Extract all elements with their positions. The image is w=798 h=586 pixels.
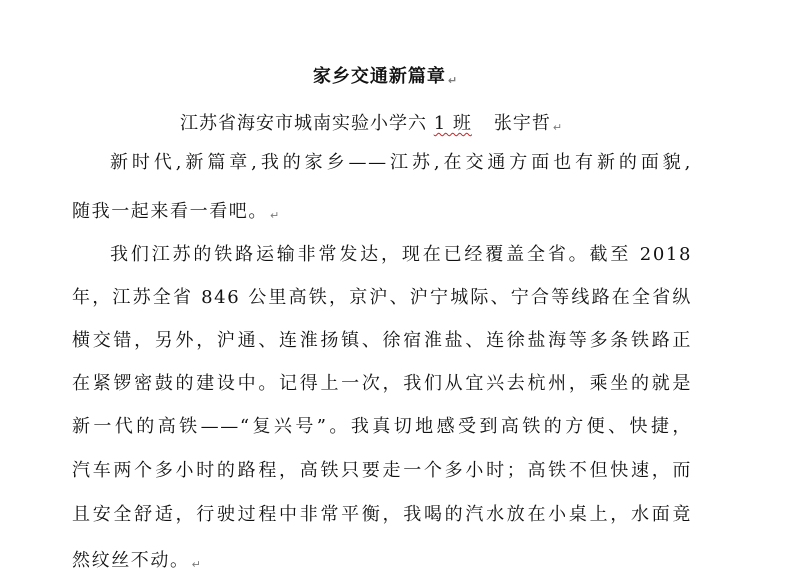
document-title [0, 62, 770, 88]
paragraph-2-line-1: 我们江苏的铁路运输非常发达，现在已经覆盖全省。截至 2018 [110, 244, 692, 265]
paragraph-1-line-2-text: 随我一起来看一看吧。 [72, 201, 268, 222]
paragraph-2-line-8 [72, 546, 692, 576]
paragraph-mark-icon: ↵ [447, 74, 458, 87]
author-school: 江苏省海安市城南实验小学六 [180, 113, 434, 134]
paragraph-2-line-6: 汽车两个多小时的路程，高铁只要走一个多小时；高铁不但快速，而 [72, 460, 692, 481]
author-line [180, 109, 562, 135]
paragraph-mark-icon: ↵ [191, 558, 201, 571]
paragraph-2-line-3: 横交错，另外，沪通、连淮扬镇、徐宿淮盐、连徐盐海等多条铁路正 [72, 330, 692, 351]
paragraph-1-line-1: 新时代,新篇章,我的家乡——江苏,在交通方面也有新的面貌, [110, 152, 692, 173]
paragraph-mark-icon: ↵ [270, 209, 280, 222]
paragraph-2-line-8-text: 然纹丝不动。 [72, 550, 190, 571]
author-class: 1 班 [433, 113, 472, 134]
author-name: 张宇哲 [493, 113, 551, 134]
paragraph-2-line-2: 年，江苏全省 846 公里高铁，京沪、沪宁城际、宁合等线路在全省纵 [72, 287, 692, 308]
paragraph-2-line-7: 且安全舒适，行驶过程中非常平衡，我喝的汽水放在小桌上，水面竟 [72, 504, 692, 525]
document-title-text: 家乡交通新篇章 [312, 66, 446, 87]
paragraph-2-line-5: 新一代的高铁——“复兴号”。我真切地感受到高铁的方便、快捷， [72, 416, 692, 437]
paragraph-2-line-4: 在紧锣密鼓的建设中。记得上一次，我们从宜兴去杭州，乘坐的就是 [72, 373, 692, 394]
paragraph-1-line-2 [72, 197, 692, 227]
paragraph-mark-icon: ↵ [552, 121, 563, 134]
